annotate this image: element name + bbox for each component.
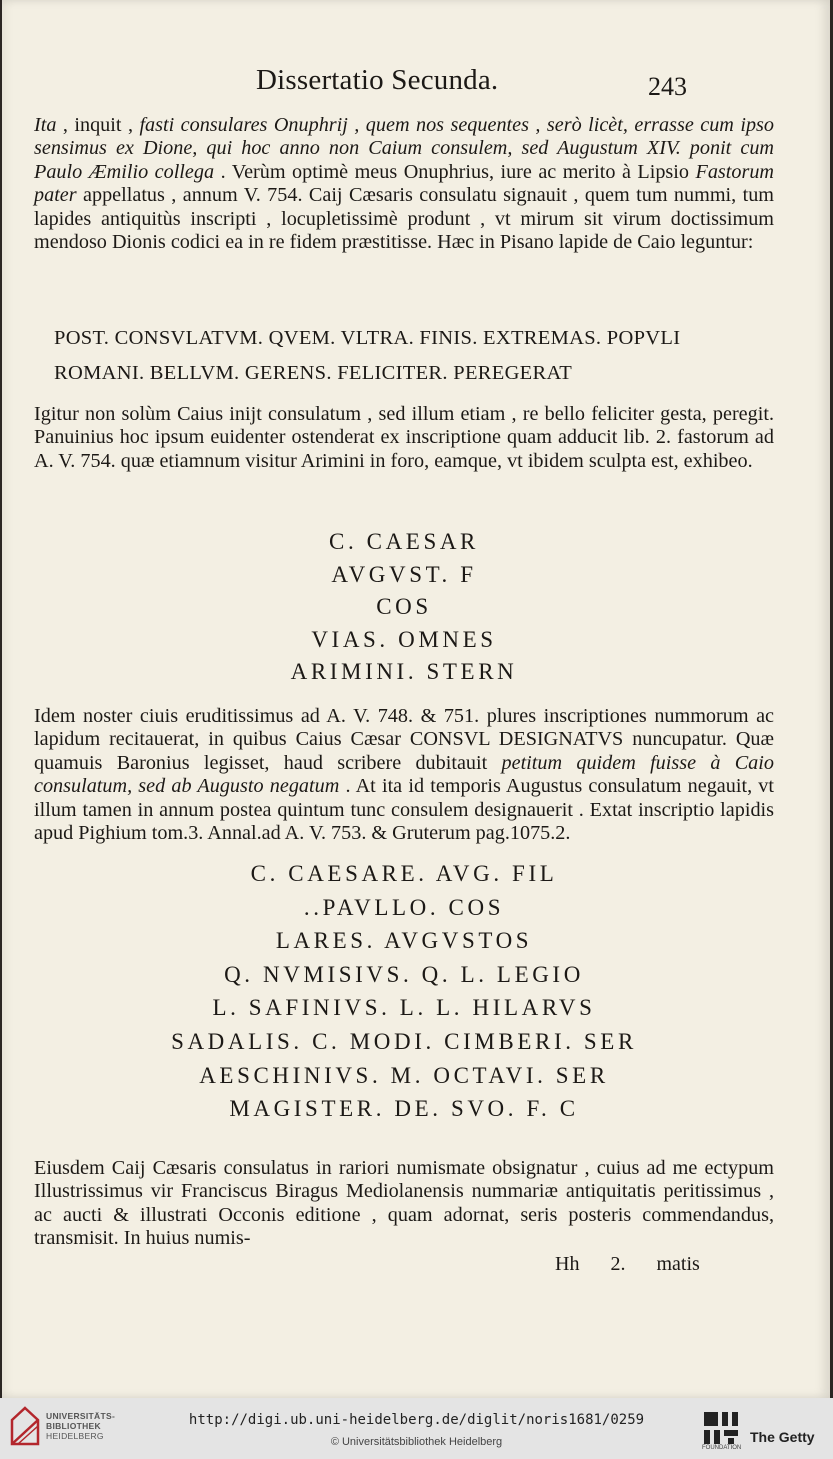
scanned-page [2,0,830,1398]
getty-foundation-logo-icon[interactable] [702,1410,740,1446]
inscription-line: VIAS. OMNES [311,626,497,652]
running-head [2,64,830,108]
italic-run: Ita [34,114,57,136]
inscription-lares [34,857,774,1126]
italic-run: Fastorum pater [34,160,774,207]
paragraph-3 [34,705,774,845]
catchwords-line [555,1253,726,1276]
inscription-line: AVGVST. F [331,561,477,587]
permalink-url[interactable]: http://digi.ub.uni-heidelberg.de/diglit/noris1681/0259 [188,1412,645,1428]
inscription-line: ARIMINI. STERN [290,659,518,685]
text-run: Igitur non solùm Caius inijt consulatum , sed illum etiam , re bello feliciter gesta, peregit. Panuinius hoc ipsum euidenter ostenderat ex inscriptione quam adducit lib. 2. fastorum ad A. V. 754. quæ etiamnum visitur Arimini in foro, eamque, vt ibidem sculpta est, exhibeo. [34,403,774,472]
paragraph-4 [34,1157,774,1251]
library-name-line-3: HEIDELBERG [46,1431,104,1441]
text-run: , inquit , [56,114,140,136]
inscription-line: AESCHINIVS. M. OCTAVI. SER [199,1062,609,1088]
italic-run: petitum quidem fuisse à Caio consulatum, sed ab Augusto negatum [34,751,774,798]
inscription-line: C. CAESARE. AVG. FIL [250,861,558,886]
inscription-line: C. CAESAR [329,529,479,554]
getty-name: The Getty [750,1429,815,1445]
text-run: Idem noster ciuis eruditissimus ad A. V. 748. & 751. plures inscriptiones nummorum ac lapidum recitauerat, in quibus Caius Cæsar CONSVL DESIGNATVS nuncupatur. Quæ quamuis Baronius legisset, haud scribere dubitauit [34,705,774,774]
inscription-pisa [54,321,754,391]
text-run: Eiusdem Caij Cæsaris consulatus in rariori numismate obsignatur , cuius ad me ectypum Illustrissimus vir Franciscus Biragus Mediolanensis nummariæ antiquitatis peritissimus , ac aucti & illustrati Occonis editione , quam adornat, seris posteris commendandus, transmisit. In huius numis- [34,1157,774,1250]
inscription-line: POST. CONSVLATVM. QVEM. VLTRA. FINIS. EXTREMAS. POPVLI [54,327,681,349]
inscription-line: LARES. AVGVSTOS [275,928,533,954]
signature-mark: Hh [555,1253,580,1275]
text-run: . Verùm optimè meus Onuphrius, iure ac merito à Lipsio [214,160,696,183]
inscription-line: SADALIS. C. MODI. CIMBERI. SER [171,1028,637,1054]
text-run: . At ita id temporis Augustus consulatum negauit, vt illum tamen in annum postea quintum tunc consulem designauerit . Extat inscriptio lapidis apud Pighium tom.3. Annal.ad A. V. 753. & Gruterum pag.1075.2. [34,775,774,845]
getty-subtitle: FOUNDATION [702,1445,742,1451]
page-number: 243 [648,72,687,101]
running-title: Dissertatio Secunda. [256,64,499,96]
paragraph-1 [34,114,774,254]
paragraph-2 [34,403,774,473]
inscription-line: ..PAVLLO. COS [303,894,505,920]
inscription-line: COS [376,594,432,620]
text-run: appellatus , annum V. 754. Caij Cæsaris consulatu signauit , quem tum nummi, tum lapides antiquitùs inscripti , locupletissimè produnt , vt mirum sit virum doctissimum mendoso Dionis codici ea in re fidem præstitisse. Hæc in Pisano lapide de Caio leguntur: [34,184,774,254]
library-name-line-1: UNIVERSITÄTS- [46,1411,116,1421]
library-name-line-2: BIBLIOTHEK [46,1421,101,1431]
inscription-line: MAGISTER. DE. SVO. F. C [229,1096,579,1122]
inscription-line: ROMANI. BELLVM. GERENS. FELICITER. PEREGERAT [54,362,573,384]
inscription-rimini [34,526,774,689]
inscription-line: L. SAFINIVS. L. L. HILARVS [212,995,596,1021]
viewer-footer [0,1398,833,1459]
leaf-mark: 2. [610,1253,626,1275]
copyright-notice: © Universitätsbibliothek Heidelberg [330,1436,503,1448]
italic-run: fasti consulares Onuphrij , quem nos sequentes , serò licèt, errasse cum ipso sensimus ex Dione, qui hoc anno non Caium consulem, sed Augustum XIV. ponit cum Paulo Æmilio collega [34,114,774,183]
inscription-line: Q. NVMISIVS. Q. L. LEGIO [224,961,584,987]
catchword: matis [656,1253,700,1275]
